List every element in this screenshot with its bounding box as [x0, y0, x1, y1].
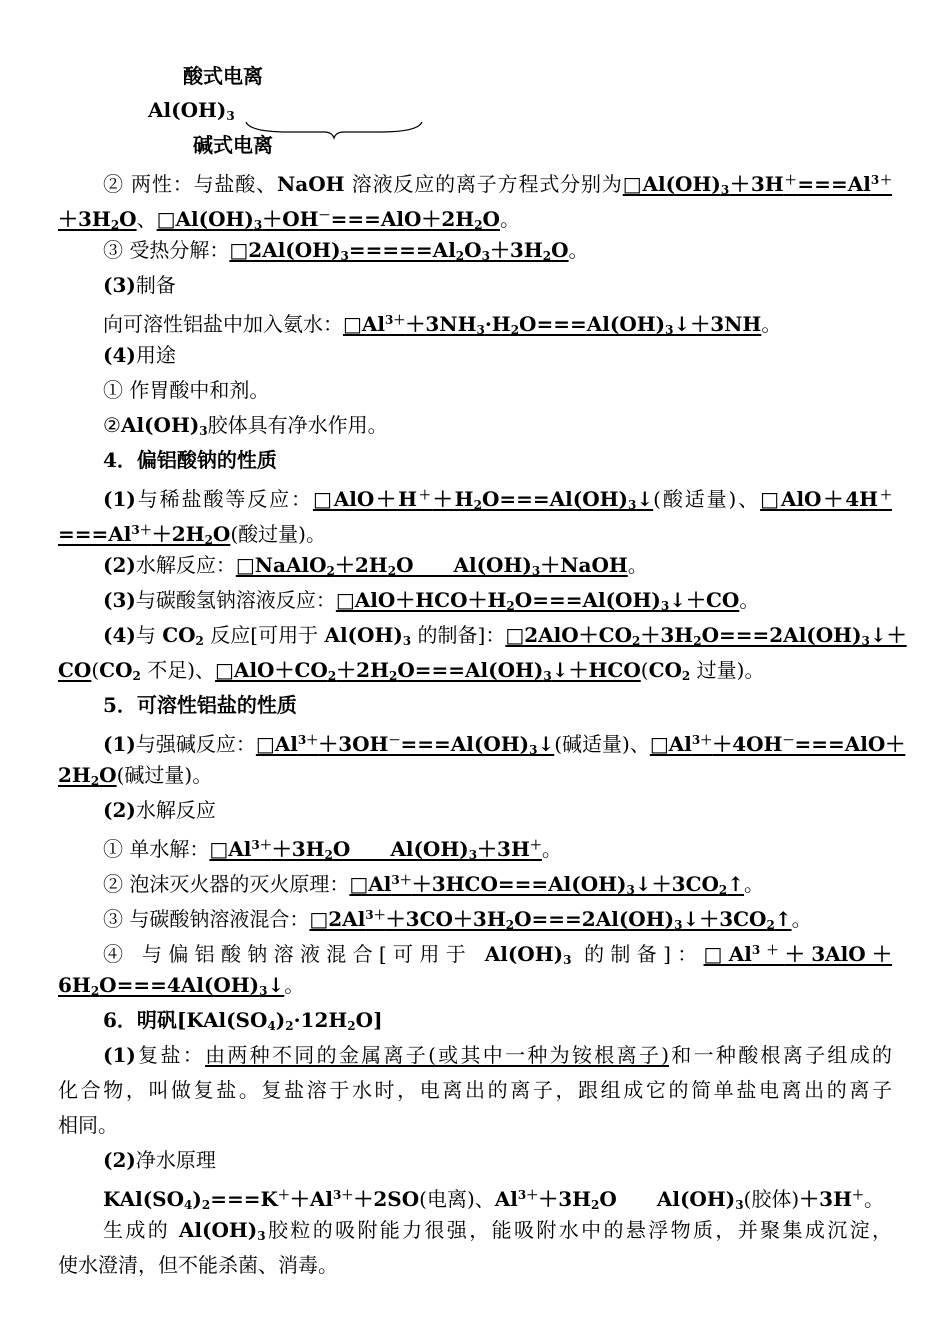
- text-line: (2)水解反应: [103, 798, 216, 822]
- text-line: ③ 受热分解：$□2Al(OH)_3=====Al_2O_3+3H_2O$。: [103, 238, 589, 263]
- text-line: $+3H_2O$、$□Al(OH)_3+OH^-===AlO+2H_2O$。: [58, 207, 520, 232]
- text-line: ④ 与偏铝酸钠溶液混合[可用于 $Al(OH)_3$ 的制备]：$□Al^{3+}+3AlO+$: [103, 942, 892, 967]
- text-line: (2)水解反应：$□NaAlO_2+2H_2O$ $Al(OH)_3+NaOH$。: [103, 553, 648, 578]
- text-line: 使水澄清，但不能杀菌、消毒。: [58, 1253, 338, 1277]
- text-line: 6．明矾$[KAl(SO_4)_2\cdot 12H_2O]$: [103, 1008, 383, 1033]
- text-line: (4)与 $CO_2$ 反应[可用于 $Al(OH)_3$ 的制备]：$□2AlO+CO_2+3H_2O===2Al(OH)_3↓+$: [103, 623, 907, 648]
- text-line: 化合物，叫做复盐。复盐溶于水时，电离出的离子，跟组成它的简单盐电离出的离子: [58, 1078, 892, 1102]
- text-line: (4)用途: [103, 343, 176, 367]
- text-line: ① 单水解：$□Al^{3+}+3H_2O$ $Al(OH)_3+3H^+$。: [103, 837, 562, 862]
- text-line: (1)与稀盐酸等反应：$□AlO+H^++H_2O===Al(OH)_3↓$(酸适量)、□AlO＋4H＋: [103, 487, 892, 512]
- text-line: 碱式电离: [193, 133, 273, 157]
- text-line: 5．可溶性铝盐的性质: [103, 693, 297, 717]
- text-line: 4．偏铝酸钠的性质: [103, 448, 277, 472]
- text-line: (3)制备: [103, 273, 176, 297]
- text-line: (1)与强碱反应：$□Al^{3+}+3OH^-===Al(OH)_3↓$(碱适量)、$□Al^{3+}+4OH^-===AlO+$: [103, 732, 906, 757]
- text-line: 生成的 $Al(OH)_3$胶粒的吸附能力很强，能吸附水中的悬浮物质，并聚集成沉淀，: [103, 1218, 893, 1243]
- text-line: ② 泡沫灭火器的灭火原理：$□Al^{3+}+3HCO===Al(OH)_3↓+3CO_2↑$。: [103, 872, 765, 897]
- text-line: 酸式电离: [183, 64, 263, 88]
- text-line: 相同。: [58, 1113, 118, 1137]
- text-line: (1)复盐：由两种不同的金属离子(或其中一种为铵根离子)和一种酸根离子组成的: [103, 1043, 893, 1067]
- text-line: (2)净水原理: [103, 1148, 216, 1172]
- text-line: $KAl(SO_4)_2===K^++Al^{3+}+2SO$(电离)、$Al^{3+}+3H_2O$ $Al(OH)_3$(胶体)＋3H＋。: [103, 1187, 884, 1212]
- text-line: $②Al(OH)_3$胶体具有净水作用。: [103, 413, 388, 438]
- text-line: 向可溶性铝盐中加入氨水：$□Al^{3+}+3NH_3\cdot H_2O===Al(OH)_3↓+3NH$。: [103, 312, 782, 337]
- text-line: $6H_2O===4Al(OH)_3↓$。: [58, 973, 305, 998]
- text-line: $Al(OH)_3$: [148, 98, 235, 123]
- text-line: (3)与碳酸氢钠溶液反应：$□AlO+HCO+H_2O===Al(OH)_3↓+CO$。: [103, 588, 760, 613]
- text-line: $CO(CO_2$ 不足)、$□AlO+CO_2+2H_2O===Al(OH)_3↓+HCO(CO_2$ 过量)。: [58, 658, 765, 683]
- text-line: $===Al^{3+}+2H_2O$(酸过量)。: [58, 522, 326, 547]
- text-line: ③ 与碳酸钠溶液混合：$□2Al^{3+}+3CO+3H_2O===2Al(OH)_3↓+3CO_2↑$。: [103, 907, 812, 932]
- text-line: $2H_2O$(碱过量)。: [58, 763, 213, 788]
- text-line: ① 作胃酸中和剂。: [103, 378, 270, 402]
- text-line: ② 两性：与盐酸、NaOH 溶液反应的离子方程式分别为$□Al(OH)_3+3H^+===Al^{3+}$: [103, 172, 893, 197]
